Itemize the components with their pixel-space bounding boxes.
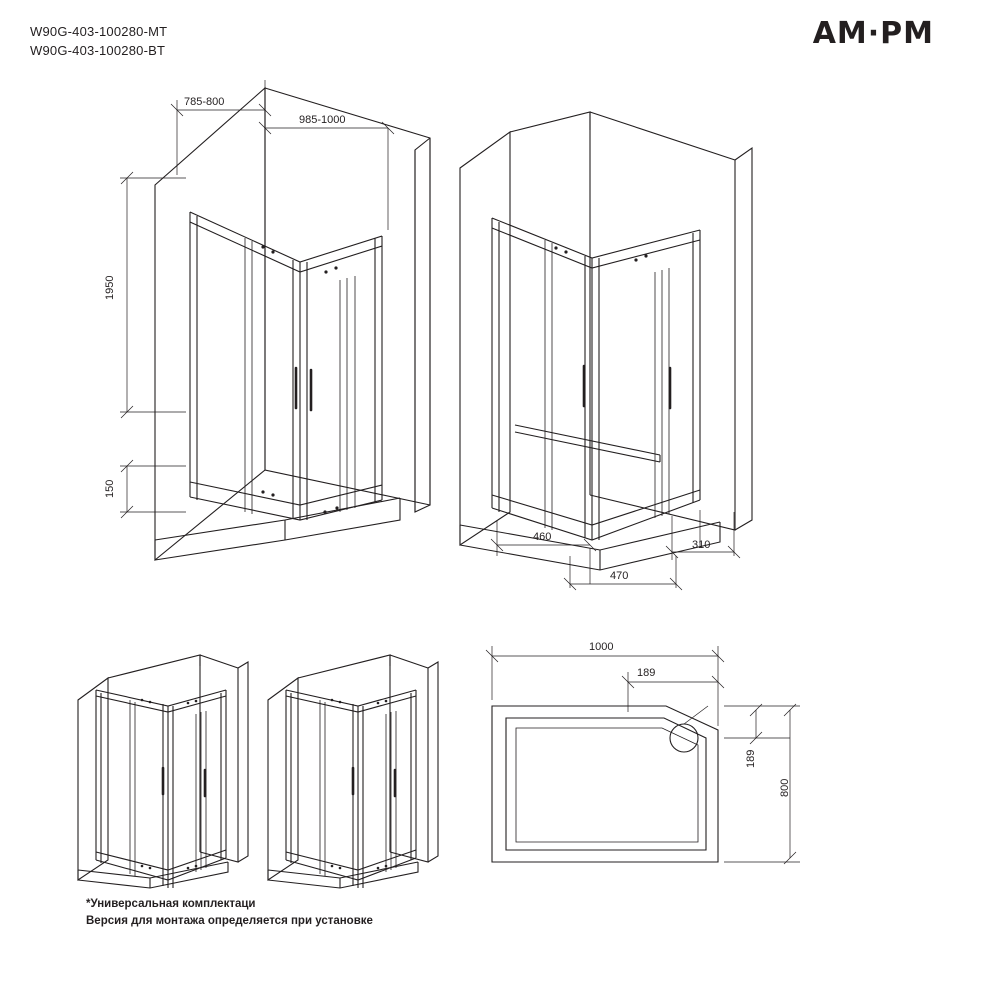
- dim-door-right: 310: [692, 539, 711, 551]
- footnote: [86, 896, 373, 930]
- product-code-bt: W90G-403-100280-BT: [30, 43, 166, 58]
- footnote-line-2: Версия для монтажа определяется при установке: [86, 915, 373, 927]
- dim-height: 1950: [104, 275, 116, 300]
- brand-logo: AM·PM: [812, 16, 934, 51]
- dim-tray-width: 1000: [589, 641, 614, 653]
- product-code-mt: W90G-403-100280-MT: [30, 24, 168, 39]
- perspective-view-left-geometry: [155, 88, 430, 560]
- variant-view-right-geometry: [268, 655, 438, 888]
- dim-front-width: 985-1000: [299, 114, 346, 126]
- dim-side-width: 785-800: [184, 96, 225, 108]
- dim-tray-corner-y: 189: [745, 749, 757, 768]
- footnote-line-1: *Универсальная комплектаци: [86, 898, 256, 910]
- dim-door-overall: 470: [610, 570, 629, 582]
- tray-plan-view-geometry: [492, 706, 718, 862]
- dim-tray-depth: 800: [779, 778, 791, 797]
- dim-door-left: 460: [533, 531, 552, 543]
- dim-tray-corner-x: 189: [637, 667, 656, 679]
- variant-view-left-geometry: [78, 655, 248, 888]
- perspective-view-left-dimensions: [120, 80, 394, 518]
- dim-base-height: 150: [104, 479, 116, 498]
- perspective-view-right-geometry: [460, 112, 752, 570]
